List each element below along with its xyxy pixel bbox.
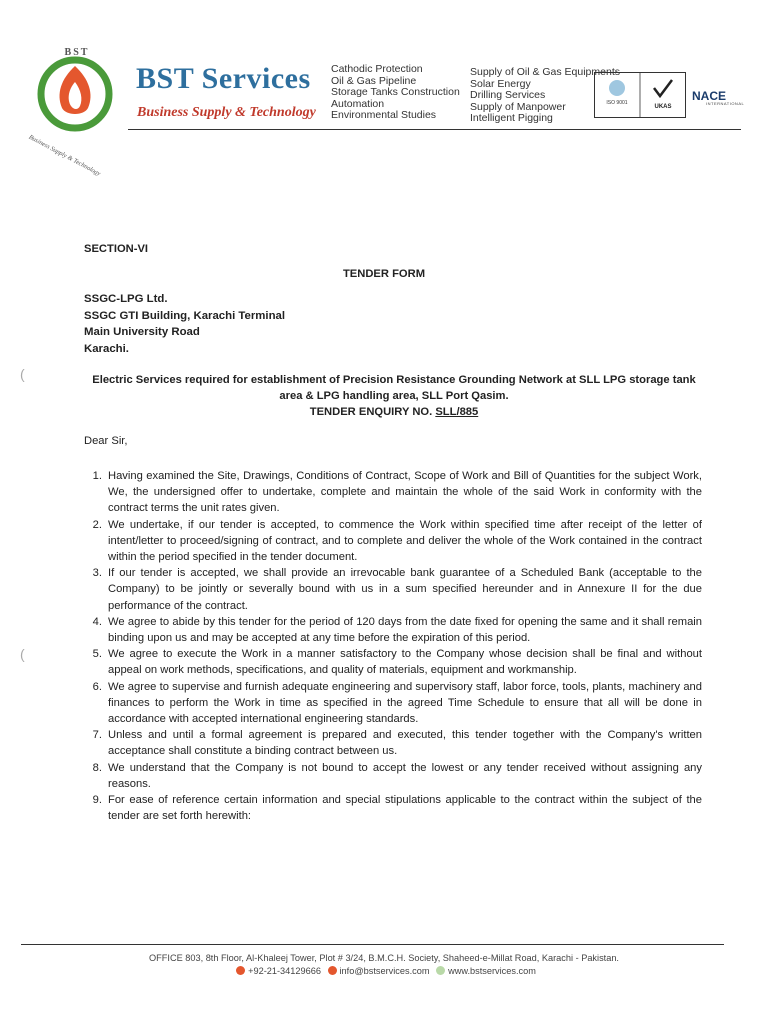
- letter-subject: [84, 372, 704, 421]
- form-title: TENDER FORM: [342, 268, 426, 280]
- brand-name: BST Services: [136, 62, 311, 95]
- phone-icon: [236, 966, 245, 975]
- nace-logo: NACE: [692, 89, 727, 103]
- footer-address: OFFICE 803, 8th Floor, Al-Khaleej Tower, Plot # 3/24, B.M.C.H. Society, Shaheed-e-Millat Road, Karachi - Pakistan.: [149, 953, 619, 963]
- tender-enquiry: [84, 404, 704, 420]
- email-icon: [328, 966, 337, 975]
- ukas-check-icon: [654, 80, 672, 96]
- clause-item: [84, 760, 702, 792]
- globe-icon: [436, 966, 445, 975]
- brand-tagline: Business Supply & Technology: [137, 105, 316, 120]
- footer-divider: [21, 944, 724, 945]
- clause-text: We agree to execute the Work in a manner satisfactory to the Company whose decision shall be final and without appeal on work methods, specifications, and quality of materials, equipment and workmanship.: [108, 648, 702, 677]
- service-item: Cathodic Protection: [331, 63, 423, 75]
- address-line: Karachi.: [84, 342, 129, 355]
- service-item: Automation: [331, 97, 385, 110]
- service-item: Drilling Services: [470, 89, 546, 102]
- service-item: Intelligent Pigging: [470, 112, 553, 125]
- clause-text: Unless and until a formal agreement is prepared and executed, this tender together with the Company's written acceptance shall constitute a binding contract between us.: [108, 729, 702, 758]
- clause-text: If our tender is accepted, we shall provide an irrevocable bank guarantee of a Scheduled Bank (acceptable to the Company) to be jointly or severally bound with us in a sum specified hereunder and in Annexure II for the due performance of the contract.: [108, 567, 702, 612]
- nace-logo-subtitle: INTERNATIONAL: [706, 101, 745, 106]
- address-line: SSGC GTI Building, Karachi Terminal: [84, 309, 286, 322]
- clause-text: We agree to supervise and furnish adequate engineering and supervisory staff, labor force, tools, plants, machinery and finances to perform the Work in time as specified in the agreed Time Schedule to ensure that all will be done in accordance with accepted international engineering standards.: [108, 680, 702, 726]
- footer-email[interactable]: info@bstservices.com: [339, 966, 430, 976]
- clause-number: 2.: [92, 518, 102, 531]
- iso-badge-label: ISO 9001: [606, 100, 628, 106]
- clause-item: [84, 565, 702, 614]
- clause-item: [84, 468, 702, 517]
- punch-mark: (: [20, 646, 25, 662]
- clause-item: [84, 792, 702, 824]
- clause-number: 1.: [92, 470, 102, 482]
- service-item: Storage Tanks Construction: [331, 86, 460, 99]
- salutation: Dear Sir,: [84, 435, 128, 447]
- services-list-1: [331, 64, 460, 122]
- address-line: SSGC-LPG Ltd.: [84, 293, 168, 305]
- clause-number: 8.: [92, 761, 102, 774]
- subject-line-2: area & LPG handling area, SLL Port Qasim.: [279, 390, 509, 403]
- certification-badges: [594, 72, 686, 118]
- address-line: Main University Road: [84, 326, 200, 339]
- iso-badge-icon: [609, 80, 625, 96]
- clause-text: We understand that the Company is not bound to accept the lowest or any tender received without assigning any reasons.: [108, 761, 702, 790]
- service-item: Supply of Oil & Gas Equipments: [470, 66, 620, 78]
- clause-item: [84, 727, 702, 759]
- clause-text: We agree to abide by this tender for the period of 120 days from the date fixed for opening the same and it shall remain binding upon us and may be accepted at any time before the expiration of this period.: [108, 615, 702, 645]
- tender-enquiry-number: SLL/885: [435, 406, 479, 419]
- clause-number: 5.: [92, 648, 102, 661]
- section-heading: SECTION-VI: [84, 243, 149, 255]
- service-item: Solar Energy: [470, 77, 531, 90]
- logo-bst-text: BST: [64, 47, 90, 58]
- footer-website[interactable]: www.bstservices.com: [448, 966, 536, 976]
- clause-item: [84, 646, 702, 678]
- ukas-badge-label: UKAS: [654, 104, 672, 110]
- clause-text: Having examined the Site, Drawings, Conditions of Contract, Scope of Work and Bill of Quantities for the subject Work, We, the undersigned offer to undertake, complete and maintain the whole of the said Work in conformity with the contract terms the unit rates given.: [108, 470, 702, 515]
- punch-mark: (: [20, 366, 25, 382]
- footer-phone: +92-21-34129666: [248, 966, 321, 976]
- clause-number: 3.: [92, 567, 102, 580]
- letterhead-divider: [128, 129, 741, 130]
- clause-item: [84, 679, 702, 728]
- recipient-address: [84, 291, 285, 357]
- clause-text: We undertake, if our tender is accepted, to commence the Work within specified time after receipt of the letter of intent/letter to proceed/signing of contract, and to complete and deliver the whole of the Work contained in the contract within the period specified in the tender document.: [108, 518, 702, 564]
- logo-ring-text: Business Supply & Technology: [27, 133, 102, 178]
- service-item: Oil & Gas Pipeline: [331, 74, 417, 87]
- clause-number: 6.: [92, 680, 102, 693]
- tender-enquiry-label: TENDER ENQUIRY NO.: [309, 406, 436, 419]
- footer-contact: [0, 966, 768, 976]
- clause-text: For ease of reference certain information and special stipulations applicable to the contract within the subject of the tender are set forth herewith:: [108, 794, 702, 823]
- service-item: Environmental Studies: [331, 109, 437, 122]
- clause-number: 7.: [92, 729, 102, 742]
- subject-line-1: Electric Services required for establishment of Precision Resistance Grounding Network at SLL LPG storage tank: [92, 374, 696, 386]
- clause-item: [84, 517, 702, 566]
- clause-item: [84, 614, 702, 646]
- clause-number: 4.: [92, 615, 102, 628]
- clause-number: 9.: [92, 794, 102, 807]
- service-item: Supply of Manpower: [470, 100, 566, 113]
- clause-list: [84, 468, 702, 824]
- company-logo: [26, 44, 128, 178]
